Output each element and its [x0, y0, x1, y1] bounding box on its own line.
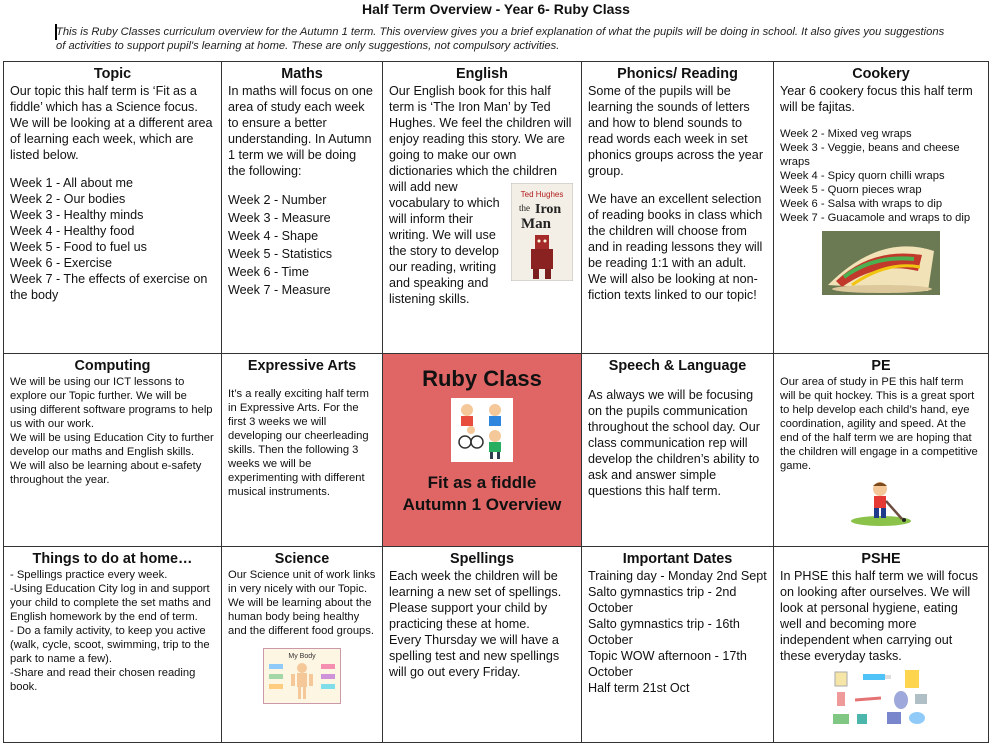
book-author: Ted Hughes	[520, 190, 564, 199]
science-cell	[222, 547, 383, 743]
dates-cell	[582, 547, 774, 743]
poster-title: My Body	[288, 653, 316, 660]
phonics-text-2: We have an excellent selection of reading books in class which the children will choose from and in reading lessons they will be reading 1:1 with an adult.	[588, 192, 763, 270]
cookery-week-list	[780, 127, 982, 225]
cookery-heading: Cookery	[852, 66, 910, 82]
home-item: - Spellings practice every week.	[10, 569, 168, 581]
topic-week-list	[10, 175, 215, 303]
cookery-week: Week 2 - Mixed veg wraps	[780, 128, 912, 140]
hygiene-items-image	[829, 670, 933, 728]
topic-week: Week 2 - Our bodies	[10, 192, 126, 206]
fajita-wrap-image	[822, 231, 940, 295]
date-item: Half term 21st Oct	[588, 681, 690, 695]
home-heading: Things to do at home…	[32, 551, 193, 567]
pshe-cell	[774, 547, 989, 743]
topic-week: Week 1 - All about me	[10, 176, 133, 190]
book-title-iron: Iron	[535, 202, 562, 217]
spellings-text: Each week the children will be learning a new set of spellings. Please support your child by practicing these at home.	[389, 569, 562, 631]
cookery-week: Week 7 - Guacamole and wraps to dip	[780, 212, 971, 224]
topic-text: Our topic this half term is ‘Fit as a fiddle’ which has a Science focus. We will be looking at a different area of learning each week, which are listed below.	[10, 84, 213, 162]
topic-week: Week 6 - Exercise	[10, 256, 112, 270]
computing-text-2: We will be using Education City to further develop our maths and English skills.	[10, 432, 214, 458]
intro-text: This is Ruby Classes curriculum overview for the Autumn 1 term. This overview gives you a brief explanation of what the pupils will be doing in school. It also gives you suggestions of activities to support pupil's learning at home. These are only suggestions, not compulsory activities.	[56, 26, 945, 52]
computing-text-3: We will also be learning about e-safety throughout the year.	[10, 460, 202, 486]
iron-man-book-cover	[511, 183, 573, 281]
topic-week: Week 7 - The effects of exercise on the body	[10, 272, 208, 302]
ruby-class-cell	[383, 354, 582, 547]
home-list	[10, 568, 215, 694]
science-heading: Science	[274, 551, 330, 567]
phonics-text-3: We will also be looking at non-fiction texts linked to our topic!	[588, 272, 758, 302]
phonics-text: Some of the pupils will be learning the sounds of letters and how to blend sounds to read words each week in set phonics groups across the year group.	[588, 84, 764, 178]
maths-week: Week 7 - Measure	[228, 283, 331, 297]
date-item: Training day - Monday 2nd Sept	[588, 569, 767, 583]
maths-week-list	[228, 191, 376, 299]
spellings-text-2: Every Thursday we will have a spelling test and new spellings will go out every Friday.	[389, 633, 560, 679]
cookery-text: Year 6 cookery focus this half term will be fajitas.	[780, 84, 973, 114]
pe-text: Our area of study in PE this half term will be quit hockey. This is a great sport to help develop each child’s hand, eye coordination, agility and speed. At the end of the half term we are hoping that the children will engage in a competitive game.	[780, 376, 978, 472]
maths-week: Week 4 - Shape	[228, 229, 319, 243]
maths-week: Week 2 - Number	[228, 193, 327, 207]
my-body-poster	[263, 648, 341, 704]
cookery-week: Week 4 - Spicy quorn chilli wraps	[780, 170, 945, 182]
dates-heading: Important Dates	[622, 551, 733, 567]
ruby-class-subtitle: Fit as a fiddle	[427, 473, 537, 492]
topic-week: Week 3 - Healthy minds	[10, 208, 144, 222]
computing-heading: Computing	[74, 358, 151, 374]
book-title-man: Man	[521, 216, 551, 232]
cookery-week: Week 5 - Quorn pieces wrap	[780, 184, 922, 196]
cookery-cell	[774, 62, 989, 354]
maths-week: Week 5 - Statistics	[228, 247, 333, 261]
home-item: - Do a family activity, to keep you active (walk, cycle, scoot, swimming, trip to the park to name a few).	[10, 625, 210, 665]
page-title: Half Term Overview - Year 6- Ruby Class	[362, 1, 630, 17]
expressive-arts-text: It’s a really exciting half term in Expressive Arts. For the first 3 weeks we will developing our cheerleading skills. Then the following 3 weeks we will be experimenting with different musical instruments.	[228, 388, 369, 498]
cookery-week: Week 3 - Veggie, beans and cheese wraps	[780, 142, 960, 168]
maths-week: Week 6 - Time	[228, 265, 309, 279]
maths-text: In maths will focus on one area of study each week to ensure a better understanding. In Autumn 1 term we will be doing the following:	[228, 84, 373, 178]
maths-heading: Maths	[281, 66, 323, 82]
dates-list	[588, 568, 767, 696]
pshe-heading: PSHE	[861, 551, 901, 567]
maths-week: Week 3 - Measure	[228, 211, 331, 225]
ruby-class-title: Ruby Class	[422, 366, 542, 391]
topic-heading: Topic	[93, 66, 132, 82]
speech-heading: Speech & Language	[608, 358, 747, 374]
spellings-cell	[383, 547, 582, 743]
speech-cell	[582, 354, 774, 547]
home-item: -Share and read their chosen reading book.	[10, 667, 196, 693]
date-item: Salto gymnastics trip - 2nd October	[588, 585, 737, 615]
english-heading: English	[456, 66, 508, 82]
spellings-heading: Spellings	[450, 551, 514, 567]
ruby-class-term: Autumn 1 Overview	[402, 495, 562, 514]
english-text-continued: vocabulary to which will inform their writing. We will use the story to develop our reading, writing and speaking and listening skills.	[389, 196, 500, 306]
phonics-cell	[582, 62, 774, 354]
computing-cell	[4, 354, 222, 547]
pe-cell	[774, 354, 989, 547]
english-text: Our English book for this half term is ‘The Iron Man’ by Ted Hughes. We feel the children will enjoy reading this story. We are going to make our own dictionaries which the children will add new	[389, 84, 572, 194]
maths-cell	[222, 62, 383, 354]
pshe-text: In PHSE this half term we will focus on looking after ourselves. We will look at personal hygiene, eating well and becoming more independent when carrying out these everyday tasks.	[780, 569, 979, 663]
science-text: Our Science unit of work links in very nicely with our Topic. We will be learning about the human body being healthy and the different food groups.	[228, 569, 376, 637]
speech-text: As always we will be focusing on the pupils communication throughout the school day. Our class communication rep will develop the children’s ability to ask and answer simple questions this half term.	[588, 388, 760, 498]
overview-grid	[3, 61, 989, 743]
computing-text: We will be using our ICT lessons to explore our Topic further. We will be using different software programs to help us with our work.	[10, 376, 213, 430]
home-cell	[4, 547, 222, 743]
home-item: -Using Education City log in and support your child to complete the set maths and English homework by the end of term.	[10, 583, 211, 623]
book-title-the: the	[519, 203, 530, 213]
date-item: Salto gymnastics trip - 16th October	[588, 617, 740, 647]
phonics-heading: Phonics/ Reading	[617, 66, 738, 82]
expressive-arts-heading: Expressive Arts	[247, 358, 357, 374]
topic-cell	[4, 62, 222, 354]
topic-week: Week 4 - Healthy food	[10, 224, 135, 238]
hockey-player-image	[848, 479, 914, 527]
topic-week: Week 5 - Food to fuel us	[10, 240, 147, 254]
expressive-arts-cell	[222, 354, 383, 547]
date-item: Topic WOW afternoon - 17th October	[588, 649, 747, 679]
english-cell	[383, 62, 582, 354]
pe-heading: PE	[871, 358, 891, 374]
children-activities-image	[451, 398, 513, 462]
cookery-week: Week 6 - Salsa with wraps to dip	[780, 198, 943, 210]
